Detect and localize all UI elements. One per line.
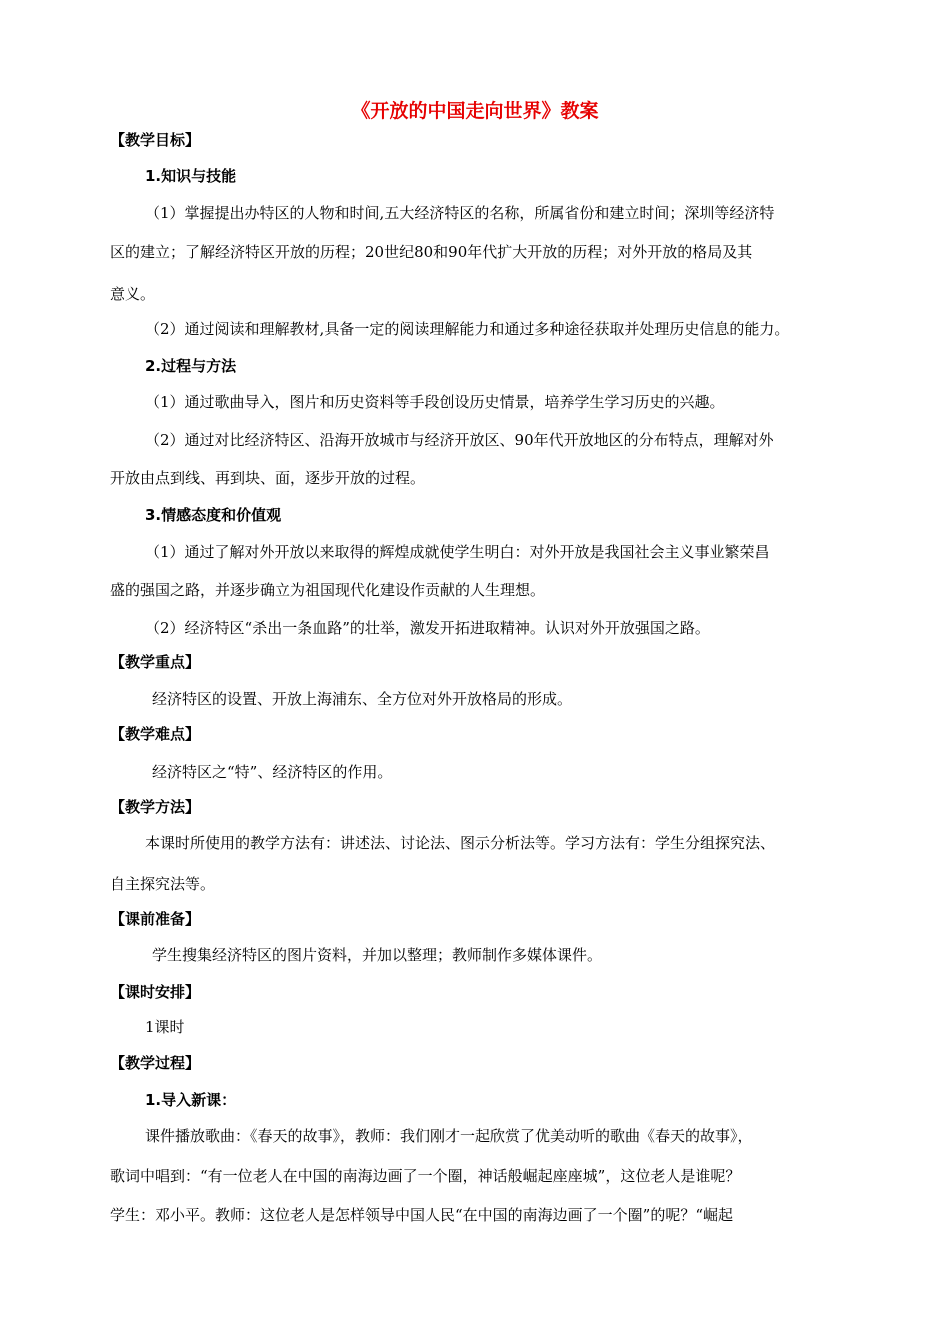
paragraph-line: （1）通过了解对外开放以来取得的辉煌成就使学生明白：对外开放是我国社会主义事业繁荣昌 [145, 543, 770, 561]
document-title: 《开放的中国走向世界》教案 [351, 100, 599, 122]
paragraph-line: （1）掌握提出办特区的人物和时间,五大经济特区的名称，所属省份和建立时间；深圳等经济特 [145, 204, 775, 222]
subheading-knowledge-skills: 1.知识与技能 [145, 167, 237, 185]
paragraph-line: 学生：邓小平。教师：这位老人是怎样领导中国人民“在中国的南海边画了一个圈”的呢？“崛起 [110, 1206, 734, 1224]
section-heading-preparation: 【课前准备】 [110, 910, 201, 928]
section-heading-key-points: 【教学重点】 [110, 653, 201, 671]
subheading-process-methods: 2.过程与方法 [145, 357, 237, 375]
paragraph-line: 自主探究法等。 [110, 875, 216, 893]
paragraph-line: 1课时 [145, 1018, 185, 1036]
paragraph-line: 课件播放歌曲：《春天的故事》，教师：我们刚才一起欣赏了优美动听的歌曲《春天的故事》， [145, 1127, 753, 1145]
paragraph-line: （2）经济特区“杀出一条血路”的壮举，激发开拓进取精神。认识对外开放强国之路。 [145, 619, 710, 637]
section-heading-difficulties: 【教学难点】 [110, 725, 201, 743]
paragraph-line: 盛的强国之路，并逐步确立为祖国现代化建设作贡献的人生理想。 [110, 581, 546, 599]
paragraph-line: 本课时所使用的教学方法有：讲述法、讨论法、图示分析法等。学习方法有：学生分组探究法、 [145, 834, 776, 852]
subheading-attitudes-values: 3.情感态度和价值观 [145, 506, 282, 524]
paragraph-line: （2）通过阅读和理解教材,具备一定的阅读理解能力和通过多种途径获取并处理历史信息的能力。 [145, 320, 790, 338]
paragraph-line: 经济特区之“特”、经济特区的作用。 [152, 763, 393, 781]
section-heading-methods: 【教学方法】 [110, 798, 201, 816]
section-heading-goals: 【教学目标】 [110, 131, 201, 149]
section-heading-process: 【教学过程】 [110, 1054, 201, 1072]
paragraph-line: （1）通过歌曲导入，图片和历史资料等手段创设历史情景，培养学生学习历史的兴趣。 [145, 393, 725, 411]
paragraph-line: 歌词中唱到：“有一位老人在中国的南海边画了一个圈，神话般崛起座座城”，这位老人是谁呢？ [110, 1167, 741, 1185]
section-heading-schedule: 【课时安排】 [110, 983, 201, 1001]
paragraph-line: （2）通过对比经济特区、沿海开放城市与经济开放区、90年代开放地区的分布特点，理解对外 [145, 431, 774, 449]
paragraph-line: 区的建立；了解经济特区开放的历程；20世纪80和90年代扩大开放的历程；对外开放的格局及其 [110, 243, 753, 261]
paragraph-line: 学生搜集经济特区的图片资料，并加以整理；教师制作多媒体课件。 [152, 946, 603, 964]
paragraph-line: 经济特区的设置、开放上海浦东、全方位对外开放格局的形成。 [152, 690, 573, 708]
subheading-introduction: 1.导入新课： [145, 1091, 237, 1109]
paragraph-line: 开放由点到线、再到块、面，逐步开放的过程。 [110, 469, 426, 487]
paragraph-line: 意义。 [110, 285, 156, 303]
